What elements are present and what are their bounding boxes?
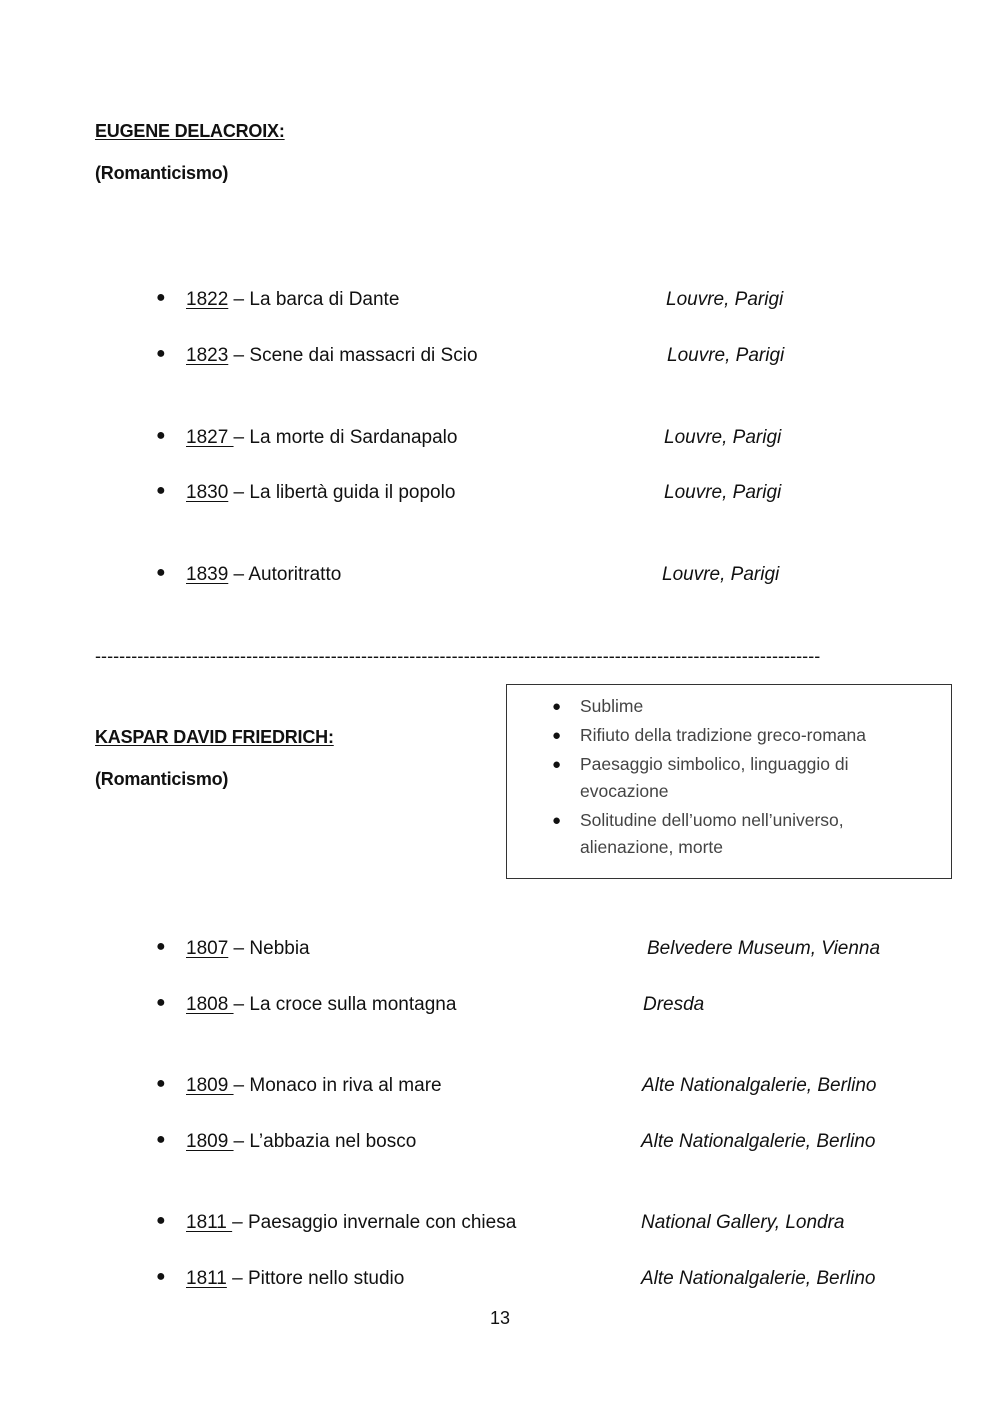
bullet-icon: ● xyxy=(156,1212,166,1229)
bullet-icon: ● xyxy=(156,1075,166,1092)
note-item: ● Sublime xyxy=(580,693,931,720)
bullet-icon: ● xyxy=(552,727,562,744)
work-year: 1830 xyxy=(186,482,229,503)
bullet-icon: ● xyxy=(552,698,562,715)
work-year: 1811 xyxy=(186,1268,227,1289)
work-location: Alte Nationalgalerie, Berlino xyxy=(641,1268,876,1289)
note-item: ● Rifiuto della tradizione greco-romana xyxy=(580,722,931,749)
work-title: – La croce sulla montagna xyxy=(233,994,457,1015)
work-year: 1807 xyxy=(186,938,229,959)
work-item xyxy=(0,1131,1000,1161)
work-title: – La barca di Dante xyxy=(228,289,400,310)
note-item: ● Paesaggio simbolico, linguaggio di evocazione xyxy=(580,751,931,805)
work-title: – L’abbazia nel bosco xyxy=(233,1131,417,1152)
bullet-icon: ● xyxy=(156,994,166,1011)
bullet-icon: ● xyxy=(156,345,166,362)
work-title: – Monaco in riva al mare xyxy=(233,1075,442,1096)
work-year: 1808 xyxy=(186,994,234,1015)
work-item xyxy=(0,427,1000,457)
work-item xyxy=(0,1212,1000,1242)
work-year: 1839 xyxy=(186,564,229,585)
movement-label-delacroix: (Romanticismo) xyxy=(95,163,229,183)
notes-box xyxy=(506,684,952,879)
bullet-icon: ● xyxy=(552,812,562,829)
bullet-icon: ● xyxy=(156,938,166,955)
page-number: 13 xyxy=(489,1308,511,1328)
note-item: ● Solitudine dell’uomo nell’universo, alienazione, morte xyxy=(580,807,931,861)
work-item xyxy=(0,564,1000,594)
work-year: 1809 xyxy=(186,1075,234,1096)
work-item xyxy=(0,289,1000,319)
work-item xyxy=(0,994,1000,1024)
work-title: – Scene dai massacri di Scio xyxy=(228,345,478,366)
bullet-icon: ● xyxy=(156,427,166,444)
bullet-icon: ● xyxy=(156,1268,166,1285)
work-title: – La libertà guida il popolo xyxy=(228,482,456,503)
bullet-icon: ● xyxy=(156,1131,166,1148)
work-year: 1822 xyxy=(186,289,229,310)
work-item xyxy=(0,482,1000,512)
section-title-delacroix: EUGENE DELACROIX: xyxy=(95,121,285,141)
bullet-icon: ● xyxy=(156,289,166,306)
work-location: Louvre, Parigi xyxy=(664,427,782,448)
work-year: 1823 xyxy=(186,345,229,366)
work-title: – Paesaggio invernale con chiesa xyxy=(232,1212,517,1233)
bullet-icon: ● xyxy=(552,756,562,773)
work-location: Alte Nationalgalerie, Berlino xyxy=(641,1131,876,1152)
work-year: 1809 xyxy=(186,1131,234,1152)
work-title: – Pittore nello studio xyxy=(226,1268,405,1289)
work-title: – Autoritratto xyxy=(228,564,342,585)
bullet-icon: ● xyxy=(156,564,166,581)
work-location: Alte Nationalgalerie, Berlino xyxy=(642,1075,877,1096)
work-location: Louvre, Parigi xyxy=(662,564,780,585)
work-title: – La morte di Sardanapalo xyxy=(233,427,458,448)
bullet-icon: ● xyxy=(156,482,166,499)
work-location: Louvre, Parigi xyxy=(664,482,782,503)
work-location: National Gallery, Londra xyxy=(641,1212,845,1233)
work-title: – Nebbia xyxy=(228,938,310,959)
work-year: 1827 xyxy=(186,427,234,448)
work-item xyxy=(0,1075,1000,1105)
work-location: Dresda xyxy=(643,994,705,1015)
section-title-friedrich: KASPAR DAVID FRIEDRICH: xyxy=(95,727,334,747)
work-year: 1811 xyxy=(186,1212,233,1233)
notes-list xyxy=(507,685,951,861)
work-location: Louvre, Parigi xyxy=(666,289,784,310)
section-divider: ------------------------------------------------------------------------------------------------------------------------ xyxy=(95,646,821,666)
work-item xyxy=(0,938,1000,968)
work-location: Louvre, Parigi xyxy=(667,345,785,366)
work-location: Belvedere Museum, Vienna xyxy=(647,938,881,959)
movement-label-friedrich: (Romanticismo) xyxy=(95,769,229,789)
work-item xyxy=(0,1268,1000,1298)
work-item xyxy=(0,345,1000,375)
